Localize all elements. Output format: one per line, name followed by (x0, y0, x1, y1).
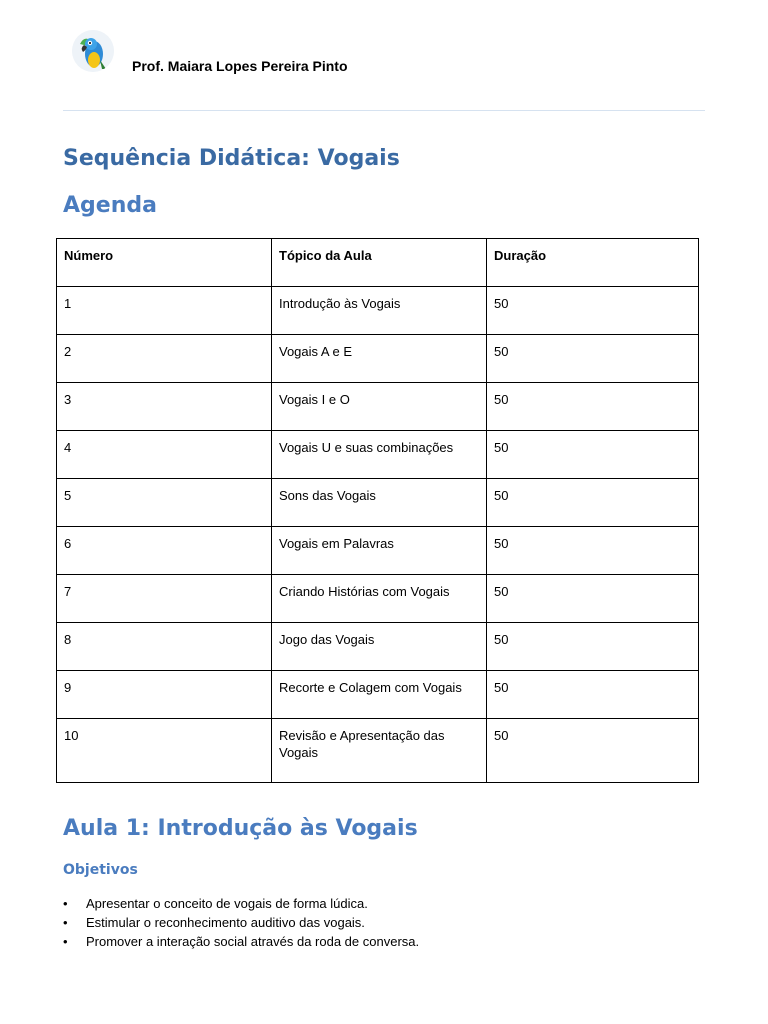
cell-topico: Vogais em Palavras (272, 527, 487, 575)
list-item (63, 894, 419, 913)
cell-numero: 3 (57, 383, 272, 431)
cell-topico: Sons das Vogais (272, 479, 487, 527)
bullet-icon: • (63, 896, 68, 911)
cell-numero: 8 (57, 623, 272, 671)
table-row (57, 335, 699, 383)
cell-duracao: 50 (487, 287, 699, 335)
cell-numero: 6 (57, 527, 272, 575)
column-header-numero: Número (57, 239, 272, 287)
cell-numero: 4 (57, 431, 272, 479)
objectives-heading: Objetivos (63, 862, 138, 878)
document-header (72, 30, 712, 90)
cell-duracao: 50 (487, 623, 699, 671)
table-row (57, 383, 699, 431)
parrot-icon (72, 30, 114, 72)
document-title: Sequência Didática: Vogais (63, 146, 400, 171)
objective-text: Apresentar o conceito de vogais de forma lúdica. (86, 896, 368, 911)
cell-topico: Vogais U e suas combinações (272, 431, 487, 479)
cell-duracao: 50 (487, 671, 699, 719)
cell-duracao: 50 (487, 479, 699, 527)
cell-topico: Revisão e Apresentação das Vogais (272, 719, 487, 783)
table-row (57, 575, 699, 623)
agenda-heading: Agenda (63, 193, 157, 218)
cell-numero: 10 (57, 719, 272, 783)
table-row (57, 527, 699, 575)
objective-text: Estimular o reconhecimento auditivo das vogais. (86, 915, 365, 930)
table-row (57, 623, 699, 671)
cell-numero: 7 (57, 575, 272, 623)
author-name: Prof. Maiara Lopes Pereira Pinto (132, 58, 348, 74)
bullet-icon: • (63, 934, 68, 949)
cell-topico: Recorte e Colagem com Vogais (272, 671, 487, 719)
cell-duracao: 50 (487, 431, 699, 479)
table-row (57, 671, 699, 719)
cell-topico: Criando Histórias com Vogais (272, 575, 487, 623)
agenda-table (56, 238, 699, 783)
table-header-row (57, 239, 699, 287)
list-item (63, 932, 419, 951)
cell-numero: 9 (57, 671, 272, 719)
objective-text: Promover a interação social através da roda de conversa. (86, 934, 420, 949)
column-header-topico: Tópico da Aula (272, 239, 487, 287)
cell-duracao: 50 (487, 527, 699, 575)
cell-numero: 5 (57, 479, 272, 527)
table-row (57, 287, 699, 335)
table-row (57, 479, 699, 527)
cell-duracao: 50 (487, 575, 699, 623)
cell-duracao: 50 (487, 383, 699, 431)
cell-numero: 2 (57, 335, 272, 383)
cell-topico: Introdução às Vogais (272, 287, 487, 335)
list-item (63, 913, 419, 932)
header-divider (63, 110, 705, 111)
cell-numero: 1 (57, 287, 272, 335)
table-row (57, 719, 699, 783)
bullet-icon: • (63, 915, 68, 930)
cell-duracao: 50 (487, 719, 699, 783)
objectives-list (63, 894, 419, 951)
column-header-duracao: Duração (487, 239, 699, 287)
cell-topico: Vogais I e O (272, 383, 487, 431)
cell-topico: Jogo das Vogais (272, 623, 487, 671)
table-row (57, 431, 699, 479)
lesson1-heading: Aula 1: Introdução às Vogais (63, 816, 418, 841)
cell-topico: Vogais A e E (272, 335, 487, 383)
cell-duracao: 50 (487, 335, 699, 383)
